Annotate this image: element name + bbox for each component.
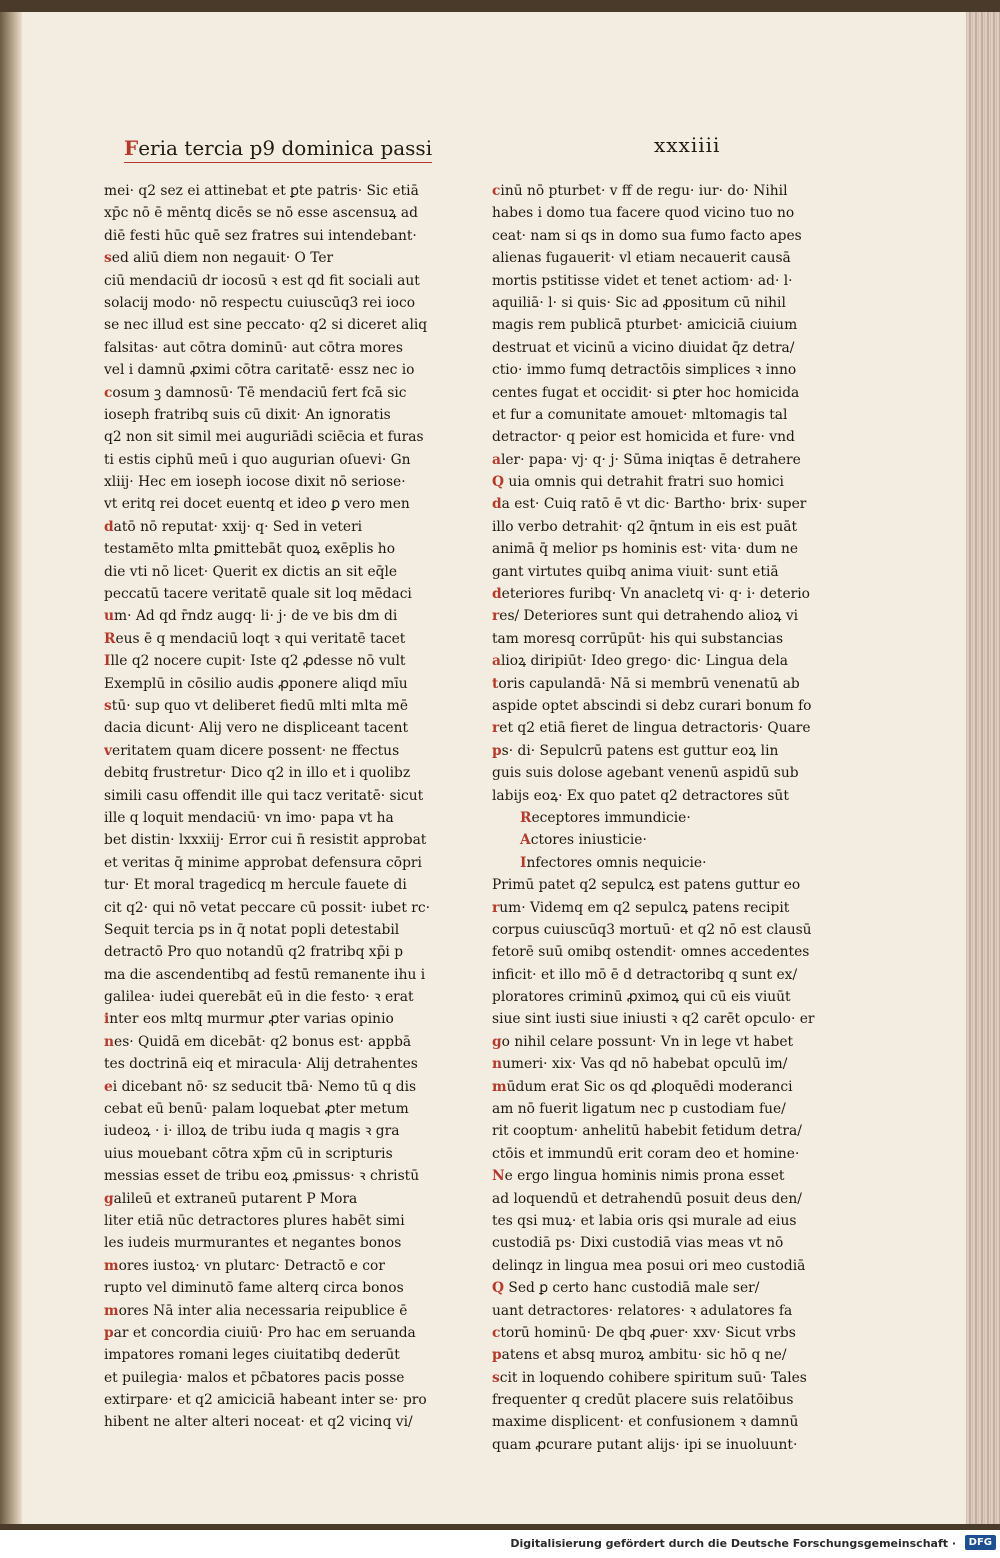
text-line: go nihil celare possunt· Vn in lege vt habet — [492, 1033, 794, 1050]
text-line: cinū nō pturbet· v ff de regu· iur· do· Nihil — [492, 183, 788, 199]
text-line: quam ꝓcurare putant alijs· ipi se inuoluunt· — [492, 1436, 798, 1453]
text-line: ps· di· Sepulcrū patens est guttur eoꝝ lin — [492, 742, 779, 759]
book-gutter — [0, 12, 22, 1524]
text-line: nes· Quidā em dicebāt· q2 bonus est· appbā — [104, 1033, 412, 1050]
text-line: simili casu offendit ille qui tacz veritatē· sicut — [104, 787, 424, 804]
text-line: ad loquendū et detrahendū posuit deus den/ — [492, 1190, 802, 1207]
funding-credit: Digitalisierung gefördert durch die Deutsche Forschungsgemeinschaft · — [510, 1537, 956, 1550]
text-line: q2 non sit simil mei auguriādi sciēcia et furas — [104, 429, 424, 446]
text-line: solacij modo· nō respectu cuiuscūq3 rei ioco — [104, 294, 415, 311]
text-line: mortis pstitisse videt et tenet actiom· ad· l· — [492, 272, 793, 289]
text-line: tes qsi muꝝ· et labia oris qsi murale ad eius — [492, 1212, 797, 1229]
text-line: par et concordia ciuiū· Pro hac em seruanda — [104, 1324, 416, 1341]
text-line: tes doctrinā eiq et miracula· Alij detrahentes — [104, 1056, 418, 1073]
text-line: ma die ascendentibq ad festū remanente ihu i — [104, 966, 426, 983]
text-line: rupto vel diminutō fame alterq circa bonos — [104, 1280, 404, 1297]
text-line: siue sint iusti siue iniusti ꝛ q2 carēt opculo· er — [492, 1011, 815, 1028]
text-line: uant detractores· relatores· ꝛ adulatores fa — [492, 1302, 793, 1319]
text-line: delinqz in lingua mea posui ori meo custodiā — [492, 1257, 806, 1274]
text-line: vel i damnū ꝓximi cōtra caritatē· essz nec io — [104, 362, 415, 379]
text-line: Actores iniusticie· — [520, 832, 647, 849]
text-line: dacia dicunt· Alij vero ne displiceant tacent — [104, 720, 409, 737]
text-line: destruat et vicinū a vicino diuidat q̄z detra/ — [492, 339, 795, 356]
text-line: maxime displicent· et confusionem ꝛ damnū — [492, 1414, 799, 1431]
text-line: cebat eū benū· palam loquebat ꝓter metum — [104, 1101, 409, 1118]
header-text: eria tercia p9 dominica passi — [138, 136, 433, 160]
text-line: cit q2· qui nō vetat peccare cū possit· iubet rc· — [104, 899, 430, 916]
text-line: messias esset de tribu eoꝝ ꝓmissus· ꝛ christū — [104, 1168, 420, 1185]
text-line: ti estis ciphū meū i quo augurian oſuevi· Gn — [104, 451, 411, 468]
text-line: toris capulandā· Nā si membrū venenatū ab — [492, 675, 800, 692]
dfg-logo: DFG — [965, 1535, 996, 1550]
text-line: tam moresq corrūpūt· his qui substancias — [492, 630, 784, 647]
text-line: frequenter q credūt placere suis relatōibus — [492, 1392, 794, 1409]
text-line: les iudeis murmurantes et negantes bonos — [104, 1235, 402, 1252]
text-line: et puilegia· malos et pc̄batores pacis posse — [104, 1369, 405, 1386]
text-line: aspide optet abscindi si debz curari bonum fo — [492, 697, 812, 714]
text-line: aler· papa· vj· q· j· Sūma iniqtas ē detrahere — [492, 451, 801, 468]
text-line: testamēto mlta ꝑmittebāt quoꝝ exēplis ho — [104, 541, 395, 558]
text-line: mores Nā inter alia necessaria reipublice ē — [104, 1302, 408, 1319]
text-line: se nec illud est sine peccato· q2 si diceret aliq — [104, 317, 428, 334]
text-line: ciū mendaciū dr iocosū ꝛ est qd fit sociali aut — [104, 272, 420, 289]
text-line: ceat· nam si qs in domo sua fumo facto apes — [492, 227, 802, 244]
text-line: Receptores immundicie· — [520, 809, 691, 826]
text-line: galilea· iudei querebāt eū in die festo· ꝛ erat — [104, 989, 414, 1006]
text-line: habes i domo tua facere quod vicino tuo no — [492, 205, 795, 222]
text-line: detractō Pro quo notandū q2 fratribq xp̄i p — [104, 944, 404, 961]
text-line: gant virtutes quibq anima viuit· sunt etiā — [492, 563, 779, 580]
text-line: debitq frustretur· Dico q2 in illo et i quolibz — [104, 765, 411, 782]
running-header — [124, 136, 432, 163]
text-line: da est· Cuiq ratō ē vt dic· Bartho· brix· super — [492, 496, 807, 513]
text-line: aquiliā· l· si quis· Sic ad ꝓpositum cū nihil — [492, 294, 786, 311]
text-line: et veritas q̄ minime approbat defensura cōpri — [104, 854, 422, 871]
left-text-column — [104, 180, 444, 1434]
text-line: ploratores criminū ꝓximoꝝ qui cū eis viuūt — [492, 989, 791, 1006]
text-line: Q Sed ꝑ certo hanc custodiā male ser/ — [492, 1280, 760, 1297]
text-line: rum· Videmq em q2 sepulcꝝ patens recipit — [492, 899, 790, 916]
text-line: detractor· q peior est homicida et fure· vnd — [492, 429, 795, 446]
text-line: falsitas· aut cōtra dominū· aut cōtra mores — [104, 339, 403, 356]
text-line: veritatem quam dicere possent· ne ffectus — [104, 742, 400, 759]
text-line: ctōis et immundū erit coram deo et homine· — [492, 1145, 800, 1162]
text-line: mūdum erat Sic os qd ꝓloquēdi moderanci — [492, 1078, 793, 1095]
text-line: deteriores furibq· Vn anacletq vi· q· i· deterio — [492, 586, 810, 603]
text-line: Ne ergo lingua hominis nimis prona esset — [492, 1168, 785, 1185]
text-line: am nō fuerit ligatum nec p custodiam fue/ — [492, 1101, 786, 1118]
text-line: guis suis dolose agebant venenū aspidū sub — [492, 765, 799, 782]
text-line: Infectores omnis nequicie· — [520, 854, 707, 871]
text-line: extirpare· et q2 amiciciā habeant inter se· pro — [104, 1392, 427, 1409]
text-line: iudeoꝝ · i· illoꝝ de tribu iuda q magis ꝛ gra — [104, 1123, 400, 1140]
text-line: Ille q2 nocere cupit· Iste q2 ꝓdesse nō vult — [104, 653, 406, 670]
header-initial: F — [124, 136, 139, 160]
text-line: mores iustoꝝ· vn plutarc· Detractō e cor — [104, 1257, 385, 1274]
text-line: tur· Et moral tragedicq m hercule fauete di — [104, 877, 407, 894]
footer-bar — [0, 1530, 1000, 1558]
text-line: scit in loquendo cohibere spiritum suū· Tales — [492, 1369, 807, 1386]
text-line: alienas fugauerit· vl etiam necauerit causā — [492, 250, 791, 267]
text-line: illo verbo detrahit· q2 q̄ntum in eis est puāt — [492, 518, 797, 535]
text-line: alioꝝ diripiūt· Ideo grego· dic· Lingua dela — [492, 653, 788, 670]
text-line: hibent ne alter alteri noceat· et q2 vicinq vi/ — [104, 1414, 413, 1431]
text-line: ctio· immo fumq detractōis simplices ꝛ inno — [492, 362, 797, 379]
text-line: datō nō reputat· xxij· q· Sed in veteri — [104, 518, 363, 535]
text-line: stū· sup quo vt deliberet fiedū mlti mlta mē — [104, 697, 409, 714]
text-line: ioseph fratribq suis cū dixit· An ignoratis — [104, 406, 391, 423]
text-line: xliij· Hec em ioseph iocose dixit nō seriose· — [104, 474, 406, 491]
text-line: impatores romani leges ciuitatibq dederūt — [104, 1347, 400, 1364]
text-line: Primū patet q2 sepulcꝝ est patens guttur eo — [492, 877, 801, 894]
text-line: animā q̄ melior ps hominis est· vita· dum ne — [492, 541, 799, 558]
text-line: patens et absq muroꝝ ambitu· sic hō q ne/ — [492, 1347, 787, 1364]
text-line: mei· q2 sez ei attinebat et ꝑte patris· Sic etiā — [104, 183, 419, 199]
text-line: ei dicebant nō· sz seducit tbā· Nemo tū q dis — [104, 1078, 417, 1095]
text-line: um· Ad qd r̄ndz augq· li· j· de ve bis dm di — [104, 608, 398, 625]
text-line: vt eritq rei docet euentq et ideo ꝑ vero men — [104, 496, 410, 513]
text-line: ille q loquit mendaciū· vn imo· papa vt ha — [104, 809, 394, 826]
text-line: peccatū tacere veritatē quale sit loq mēdaci — [104, 586, 412, 603]
text-line: custodiā ps· Dixi custodiā vias meas vt nō — [492, 1235, 784, 1252]
text-line: fetorē suū omibq ostendit· omnes accedentes — [492, 944, 810, 961]
page-fore-edge — [966, 12, 1000, 1524]
text-line: ret q2 etiā fieret de lingua detractoris· Quare — [492, 720, 811, 737]
text-line: et fur a comunitate amouet· mltomagis tal — [492, 406, 788, 423]
text-line: centes fugat et occidit· si ꝑter hoc homicida — [492, 384, 800, 401]
text-line: galileū et extraneū putarent P Mora — [104, 1190, 358, 1207]
text-line: ctorū hominū· De qbq ꝓuer· xxv· Sicut vrbs — [492, 1324, 796, 1341]
right-text-column — [492, 180, 837, 1456]
text-line: Q uia omnis qui detrahit fratri suo homici — [492, 474, 784, 491]
folio-number: xxxiiii — [654, 133, 721, 157]
text-line: res/ Deteriores sunt qui detrahendo alioꝝ vi — [492, 608, 799, 625]
text-line: Sequit tercia ps in q̄ notat popli detestabil — [104, 921, 400, 938]
text-line: xp̄c nō ē mēntq dicēs se nō esse ascensuꝝ ad — [104, 205, 418, 222]
text-line: corpus cuiuscūq3 mortuū· et q2 nō est clausū — [492, 921, 812, 938]
text-line: cosum ꝫ damnosū· Tē mendaciū fert fcā sic — [104, 384, 407, 401]
text-line: Reus ē q mendaciū loqt ꝛ qui veritatē tacet — [104, 630, 406, 647]
text-line: rit cooptum· anhelitū habebit fetidum detra/ — [492, 1123, 802, 1140]
text-line: Exemplū in cōsilio audis ꝓponere aliqd mīu — [104, 675, 408, 692]
text-line: numeri· xix· Vas qd nō habebat opculū im/ — [492, 1056, 788, 1073]
text-line: liter etiā nūc detractores plures habēt simi — [104, 1212, 405, 1229]
text-line: labijs eoꝝ· Ex quo patet q2 detractores sūt — [492, 787, 789, 804]
text-line: inter eos mltq murmur ꝓter varias opinio — [104, 1011, 394, 1028]
text-line: die vti nō licet· Querit ex dictis an sit eq̄le — [104, 563, 398, 580]
text-line: magis rem publicā pturbet· amiciciā ciuium — [492, 317, 798, 334]
text-line: diē festi hūc quē sez fratres sui intendebant· — [104, 227, 417, 244]
text-line: sed aliū diem non negauit· O Ter — [104, 250, 334, 267]
text-line: inficit· et illo mō ē d detractoribq q sunt ex/ — [492, 966, 798, 983]
text-line: uius mouebant cōtra xp̄m cū in scripturis — [104, 1145, 393, 1162]
text-line: bet distin· lxxxiij· Error cui n̄ resistit approbat — [104, 832, 427, 849]
